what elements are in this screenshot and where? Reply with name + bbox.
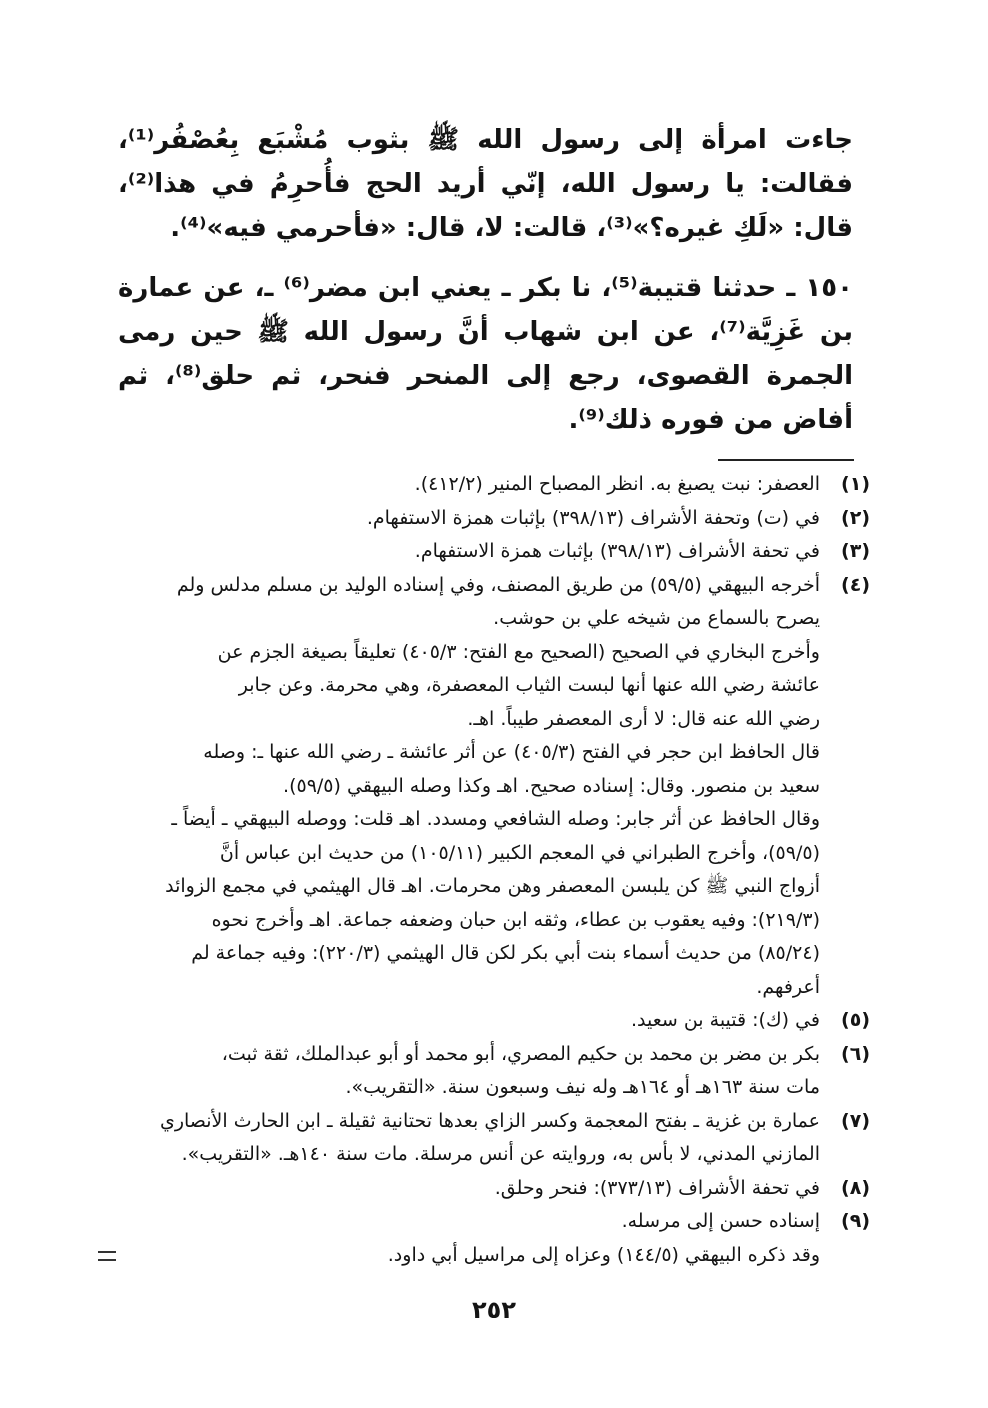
footnote-line: وقال الحافظ عن أثر جابر: وصله الشافعي ومسدد. اهـ قلت: ووصله البيهقي ـ أيضاً ـ [171, 808, 820, 830]
hadith-paragraph-1: جاءت امرأة إلى رسول الله ﷺ بثوب مُشْبَع بِعُصْفُر⁽¹⁾، فقالت: يا رسول الله، إنّي أريد الحج فأُحرِمُ في هذا⁽²⁾، قال: «لَكِ غيره؟»⁽³⁾، قالت: لا، قال: «فأحرمي فيه»⁽⁴⁾. [118, 125, 853, 243]
footnote-item [118, 1004, 870, 1038]
footnote-line: في تحفة الأشراف (٣٩٨/١٣) بإثبات همزة الاستفهام. [414, 540, 820, 562]
footnote-item [118, 1205, 870, 1272]
footnote-divider [718, 459, 854, 461]
footnote-line: المازني المدني، لا بأس به، وروايته عن أنس مرسلة. مات سنة ١٤٠هـ. «التقريب». [181, 1143, 820, 1165]
main-text [118, 118, 853, 442]
footnote-number: (٩) [841, 1210, 870, 1232]
footnote-line: أزواج النبي ﷺ كن يلبسن المعصفر وهن محرمات. اهـ قال الهيثمي في مجمع الزوائد [165, 875, 820, 897]
footnote-line: مات سنة ١٦٣هـ أو ١٦٤هـ وله نيف وسبعون سنة. «التقريب». [345, 1076, 820, 1098]
footnote-item [118, 1038, 870, 1105]
footnote-number: (٨) [841, 1176, 870, 1199]
footnote-number: (٣) [841, 540, 870, 562]
footnote-item [118, 569, 870, 1005]
footnote-number: (٦) [841, 1042, 870, 1065]
footnote-line: قال الحافظ ابن حجر في الفتح (٤٠٥/٣) عن أثر عائشة ـ رضي الله عنها ـ: وصله [203, 741, 820, 763]
margin-mark [98, 1251, 116, 1261]
footnote-line: عمارة بن غزية ـ بفتح المعجمة وكسر الزاي بعدها تحتانية ثقيلة ـ ابن الحارث الأنصاري [159, 1109, 820, 1132]
footnote-line: عائشة رضي الله عنها أنها لبست الثياب المعصفرة، وهي محرمة. وعن جابر [238, 674, 820, 696]
footnote-line: رضي الله عنه قال: لا أرى المعصفر طيباً. اهـ. [467, 707, 820, 730]
footnote-line: في (ت) وتحفة الأشراف (٣٩٨/١٣) بإثبات همزة الاستفهام. [366, 506, 820, 529]
footnote-item [118, 1172, 870, 1206]
page-number: ٢٥٢ [472, 1296, 516, 1324]
footnote-line: (٢١٩/٣): وفيه يعقوب بن عطاء، وثقه ابن حبان وضعفه جماعة. اهـ وأخرج نحوه [211, 908, 820, 931]
footnote-line: (٨٥/٢٤) من حديث أسماء بنت أبي بكر لكن قال الهيثمي (٢٢٠/٣): وفيه جماعة لم [191, 942, 820, 964]
footnote-item [118, 502, 870, 536]
footnote-number: (١) [841, 473, 870, 495]
footnote-line: في تحفة الأشراف (٣٧٣/١٣): فنحر وحلق. [494, 1176, 820, 1199]
footnote-number: (٤) [841, 573, 870, 596]
footnote-line: إسناده حسن إلى مرسله. [621, 1210, 820, 1232]
footnote-line: أعرفهم. [756, 975, 820, 998]
footnote-line: يصرح بالسماع من شيخه علي بن حوشب. [493, 607, 820, 629]
footnote-item [118, 535, 870, 569]
hadith-paragraph-150: ١٥٠ ـ حدثنا قتيبة⁽⁵⁾، نا بكر ـ يعني ابن مضر⁽⁶⁾ ـ، عن عمارة بن غَزِيَّة⁽⁷⁾، عن ابن شهاب أنَّ رسول الله ﷺ حين رمى الجمرة القصوى، رجع إلى المنحر فنحر، ثم حلق⁽⁸⁾، ثم أفاض من فوره ذلك⁽⁹⁾. [118, 273, 853, 435]
footnote-line: العصفر: نبت يصبغ به. انظر المصباح المنير (٤١٢/٢). [414, 473, 820, 495]
footnote-line: سعيد بن منصور. وقال: إسناده صحيح. اهـ وكذا وصله البيهقي (٥٩/٥). [283, 774, 820, 797]
footnote-number: (٥) [841, 1009, 870, 1031]
footnote-line: أخرجه البيهقي (٥٩/٥) من طريق المصنف، وفي إسناده الوليد بن مسلم مدلس ولم [176, 573, 820, 596]
footnote-item [118, 1105, 870, 1172]
footnotes [118, 468, 870, 1272]
footnote-number: (٧) [841, 1109, 870, 1132]
footnote-line: وأخرج البخاري في الصحيح (الصحيح مع الفتح: ٤٠٥/٣) تعليقاً بصيغة الجزم عن [217, 640, 820, 663]
footnote-line: (٥٩/٥)، وأخرج الطبراني في المعجم الكبير (١٠٥/١١) من حديث ابن عباس أنَّ [219, 841, 820, 864]
footnote-line: في (ك): قتيبة بن سعيد. [630, 1009, 820, 1031]
footnote-item [118, 468, 870, 502]
footnote-number: (٢) [841, 506, 870, 529]
footnote-line: بكر بن مضر بن محمد بن حكيم المصري، أبو محمد أو أبو عبدالملك، ثقة ثبت، [221, 1042, 820, 1065]
footnote-line: وقد ذكره البيهقي (١٤٤/٥) وعزاه إلى مراسيل أبي داود. [387, 1243, 820, 1266]
